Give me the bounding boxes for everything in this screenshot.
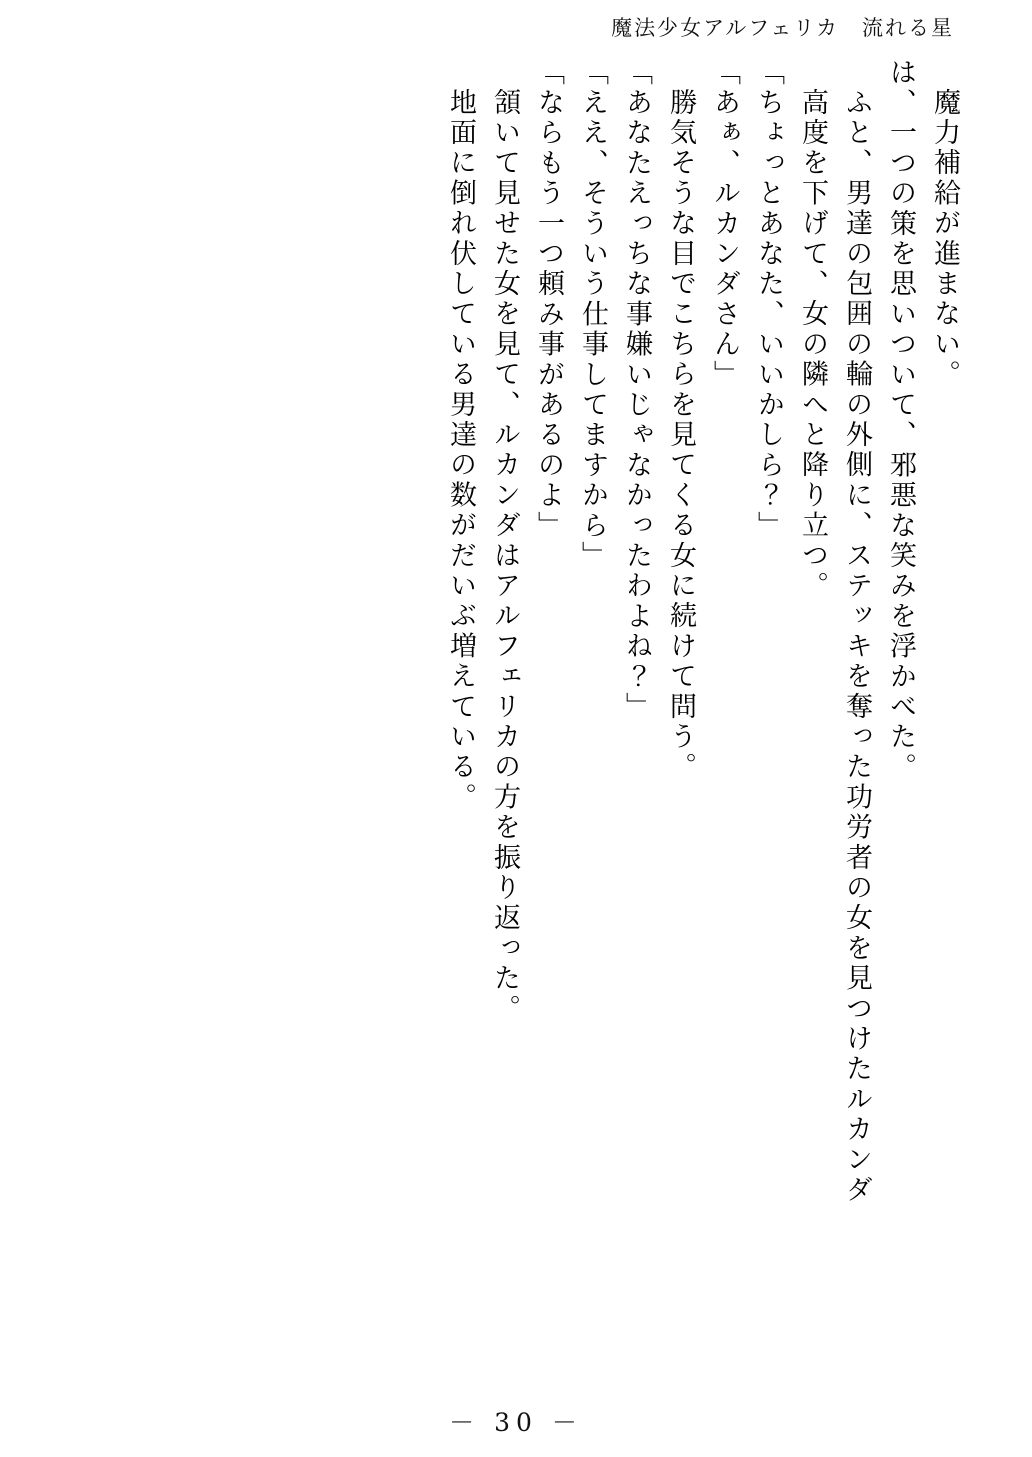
- running-header: 魔法少女アルフェリカ 流れる星: [611, 16, 954, 40]
- text-line: ふと、男達の包囲の輪の外側に、ステッキを奪った功労者の女を見つけたルカンダ: [841, 88, 872, 1206]
- text-line: 「ちょっとあなた、いいかしら？」: [753, 58, 784, 542]
- text-line: 勝気そうな目でこちらを見てくる女に続けて問う。: [665, 88, 696, 783]
- text-line: は、一つの策を思いついて、邪悪な笑みを浮かべた。: [885, 58, 916, 783]
- text-line: 「あぁ、ルカンダさん」: [709, 58, 740, 391]
- text-line: 「ええ、そういう仕事してますから」: [577, 58, 608, 572]
- page-number: － 30 －: [449, 1408, 583, 1437]
- text-line: 「あなたえっちな事嫌いじゃなかったわよね？」: [621, 58, 652, 723]
- vertical-text-body: [74, 58, 958, 1358]
- text-line: 高度を下げて、女の隣へと降り立つ。: [797, 88, 828, 602]
- text-line: 頷いて見せた女を見て、ルカンダはアルフェリカの方を振り返った。: [489, 88, 520, 1025]
- text-line: 魔力補給が進まない。: [929, 88, 960, 390]
- text-line: 「ならもう一つ頼み事があるのよ」: [533, 58, 564, 542]
- text-line: 地面に倒れ伏している男達の数がだいぶ増えている。: [445, 88, 476, 813]
